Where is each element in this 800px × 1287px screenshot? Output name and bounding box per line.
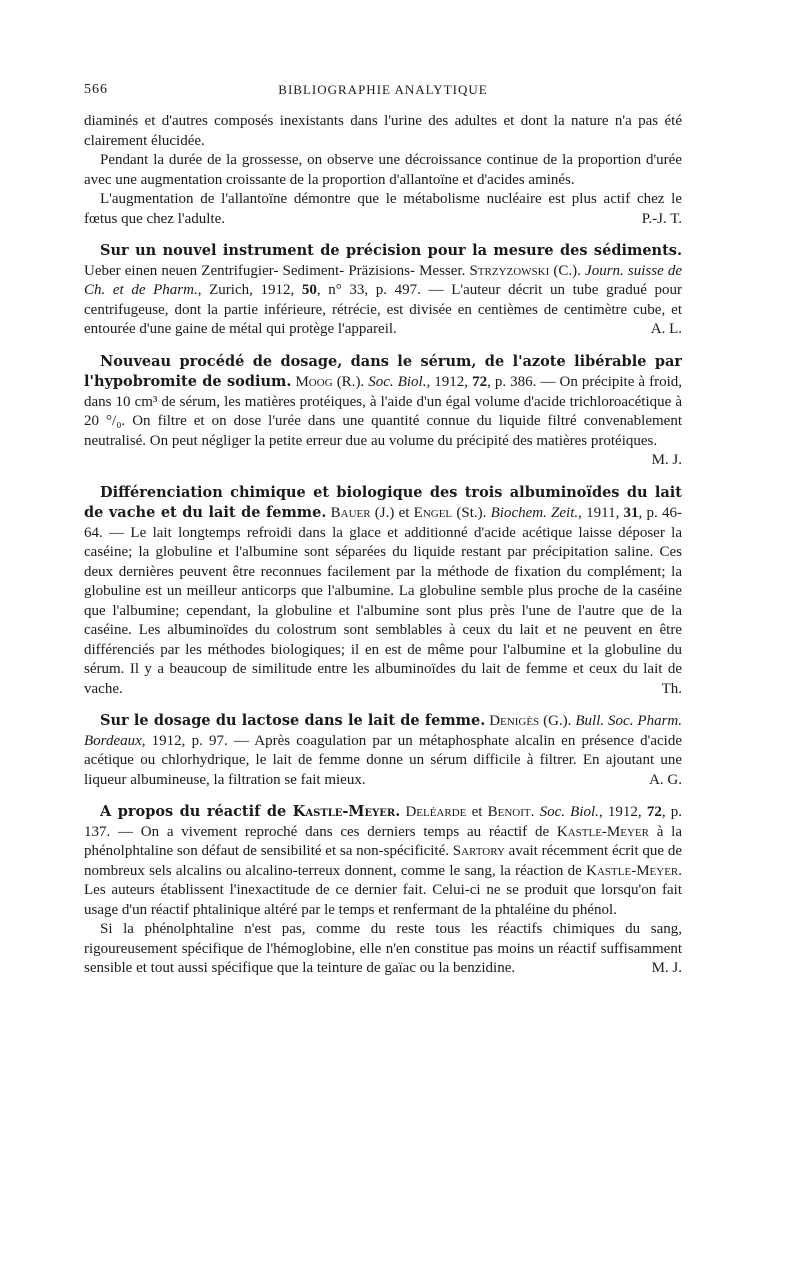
entry-paragraph bbox=[84, 483, 682, 700]
entry-paragraph bbox=[84, 241, 682, 340]
entry-title: Différenciation chimique et biologique des trois albuminoïdes du lait de vache et du lait de femme. bbox=[84, 483, 682, 521]
entry-text: (St.). bbox=[452, 505, 491, 521]
entry-paragraph-2 bbox=[84, 920, 682, 979]
volume-number: 72 bbox=[472, 374, 488, 390]
signature: P.-J. T. bbox=[641, 210, 682, 227]
journal-name: Bull. Soc. Pharm. Bordeaux bbox=[84, 713, 682, 749]
entry-text: . Les auteurs établissent l'inexactitude de ce dernier fait. Celui-ci ne se produit que lorsqu'on fait usage d'un réactif phtalinique altéré par le temps et renfermant de la phtaléine du phénol. bbox=[84, 862, 682, 918]
person-name: Sartory bbox=[452, 843, 505, 859]
author-name: Engel bbox=[413, 505, 453, 521]
page-header bbox=[84, 82, 682, 112]
volume-number: 31 bbox=[623, 505, 639, 521]
bibliography-entry-4 bbox=[84, 711, 682, 790]
journal-name: Biochem. Zeit. bbox=[490, 505, 579, 521]
signature: A. G. bbox=[649, 771, 682, 788]
author-name: Deléarde bbox=[400, 804, 467, 820]
entry-text: (J.) et bbox=[370, 505, 414, 521]
person-name: Kastle-Meyer bbox=[556, 823, 649, 840]
volume-number: 50 bbox=[301, 282, 317, 298]
bibliography-entry-1 bbox=[84, 241, 682, 340]
bibliography-entry-2 bbox=[84, 352, 682, 471]
entry-text: , Zurich, 1912, bbox=[197, 282, 302, 298]
journal-name: Journ. suisse de Ch. et de Pharm. bbox=[84, 262, 682, 298]
journal-name: Soc. Biol. bbox=[539, 804, 599, 820]
signature: M. J. bbox=[651, 960, 682, 976]
author-name: Benoit bbox=[487, 804, 531, 820]
entry-title-part: Kastle-Meyer bbox=[292, 803, 396, 820]
intro-paragraph-1: diaminés et d'autres composés inexistants dans l'urine des adultes et dont la nature n'a pas été clairement élucidée. bbox=[84, 113, 682, 149]
entry-text: , p. 46-64. — Le lait longtemps refroidi dans la glace et additionné d'acide acétique laisse déposer la caséine; la globuline et l'albumine sont séparées du liquide restant par précipitation saline. Ces deux dernières peuvent être reconnues facilement par la méthode de fixation du complément; la globuline est un meilleur anticorps que l'albumine. La globuline semble plus proche de la caséine que l'albumine; cependant, la globuline et l'albumine sont plus près l'une de l'autre que de la caséine. Les albuminoïdes du colostrum sont semblables à ceux du lait et ne peuvent en être différenciés par les méthodes biologiques; il en est de même pour l'albumine et la globuline du sérum. Il y a beaucoup de similitude entre les albuminoïdes du lait de femme et ceux du lait de vache. bbox=[84, 505, 682, 697]
signature: A. L. bbox=[650, 321, 682, 337]
entry-text: (G.). bbox=[539, 713, 576, 729]
author-name: Strzyzowski bbox=[469, 262, 550, 279]
entry-text: Ueber einen neuen Zentrifugier- Sediment- Präzisions- Messer. bbox=[84, 262, 470, 279]
entry-text: (R.). bbox=[332, 374, 369, 390]
author-name: Bauer bbox=[326, 505, 371, 521]
entry-text: , 1912, bbox=[598, 804, 647, 820]
entry-text: , 1911, bbox=[578, 505, 624, 521]
entry-text: , 1912, p. 97. — Après coagulation par un métaphosphate alcalin en présence d'acide acétique ou chlorhydrique, le lait de femme donne un sérum difficile à filtrer. En ajoutant une liqueur albumineuse, la filtration se fait mieux. bbox=[84, 732, 682, 788]
person-name: Kastle-Meyer bbox=[586, 862, 679, 879]
page-number: 566 bbox=[84, 82, 108, 97]
entry-text: avait récemment écrit que de nombreux sels alcalins ou alcalino-terreux donnent, comme le sang, la réaction de bbox=[84, 843, 682, 879]
entry-title: Nouveau procédé de dosage, dans le sérum, de l'azote libérable par l'hypobromite de sodium. bbox=[84, 352, 682, 390]
intro-paragraph-3 bbox=[84, 190, 682, 229]
entry-title: Sur le dosage du lactose dans le lait de femme. bbox=[100, 712, 486, 729]
entry-title: Sur un nouvel instrument de précision pour la mesure des sédiments. bbox=[100, 242, 682, 259]
entry-paragraph bbox=[84, 711, 682, 790]
signature: M. J. bbox=[651, 452, 682, 468]
running-title: BIBLIOGRAPHIE ANALYTIQUE bbox=[278, 82, 488, 97]
entry-paragraph bbox=[84, 802, 682, 920]
volume-number: 72 bbox=[646, 804, 662, 820]
entry-title-part: A propos du réactif de bbox=[100, 803, 293, 820]
entry-text: à la phénolphtaline son défaut de sensibilité et sa non-spécificité. bbox=[84, 823, 682, 859]
entry-title-part: . bbox=[395, 803, 401, 820]
entry-text: , p. 386. — On précipite à froid, dans 10 cm³ de sérum, les matières protéiques, à l'aide d'un égal volume d'acide trichloroacétique à 20 °/₀. On filtre et on dose l'urée dans une quantité connue du liquide filtré convenablement neutralisé. On peut négliger la petite erreur due au volume du précipité des matières protéiques. bbox=[84, 374, 682, 449]
author-name: Denigès bbox=[485, 713, 540, 729]
page bbox=[84, 82, 682, 1262]
author-name: Moog bbox=[291, 374, 333, 390]
entry-text: (C.). bbox=[549, 262, 586, 279]
entry-text: , p. 137. — On a vivement reproché dans ces derniers temps au réactif de bbox=[84, 804, 682, 840]
intro-paragraph-2: Pendant la durée de la grossesse, on observe une décroissance continue de la proportion d'urée avec une augmentation croissante de la proportion d'allantoïne et d'acides aminés. bbox=[84, 152, 682, 188]
entry-text: . bbox=[530, 804, 540, 820]
bibliography-entry-3 bbox=[84, 483, 682, 700]
entry-text: Si la phénolphtaline n'est pas, comme du reste tous les réactifs chimiques du sang, rigoureusement spécifique de l'hémoglobine, elle n'en constitue pas moins un réactif suffisamment sensible et tout aussi spécifique que la teinture de gaïac ou la benzidine. bbox=[84, 921, 682, 976]
intro-paragraph-3-text: L'augmentation de l'allantoïne démontre que le métabolisme nucléaire est plus actif chez le fœtus que chez l'adulte. bbox=[84, 191, 682, 227]
journal-name: Soc. Biol. bbox=[368, 374, 427, 390]
bibliography-entry-5 bbox=[84, 802, 682, 979]
intro-section bbox=[84, 112, 682, 229]
article-body bbox=[84, 112, 682, 979]
entry-text: et bbox=[466, 804, 488, 820]
signature: Th. bbox=[661, 680, 682, 697]
entry-paragraph bbox=[84, 352, 682, 468]
entry-text: , 1912, bbox=[426, 374, 473, 390]
entry-title bbox=[100, 803, 400, 820]
entry-text: , n° 33, p. 497. — L'auteur décrit un tube gradué pour centrifugeuse, dont la partie inférieure, rétrécie, est divisée en centièmes de centimètre cube, et entourée d'une gaine de métal qui protège l'appareil. bbox=[84, 282, 682, 337]
